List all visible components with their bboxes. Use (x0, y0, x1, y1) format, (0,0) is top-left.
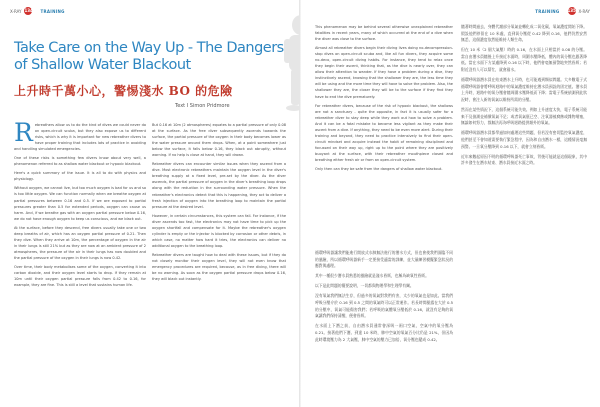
drop-cap: R (14, 118, 33, 147)
magazine-name: X-RAY (10, 8, 22, 14)
paragraph: For rebreather divers, because of the risk of hypoxic blackout, the shallows are not a sanctuary - quite the opposite, in fact it is usually safer for a rebreather diver to stay deep while they work out how to solve a problem. And it can be a fatal mistake to become less vigilant as they make their ascent from a dive. If anything, they need to be even more alert. During their training and beyond, they need to practice intensively to find their open-circuit mindset and acquire instead the habit of remaining disciplined and focussed on their way up, right up to the point where they are positively buoyant at the surface, with their rebreather mouthpiece closed and breathing either fresh air or from an open-circuit system. (315, 103, 453, 162)
right-page-header (535, 6, 590, 16)
paragraph: This phenomenon may be behind several otherwise unexplained rebreather fatalities in recent years, many of which occurred at the end of a dive when the diver was close to the surface. (315, 25, 453, 42)
left-page-header (10, 6, 65, 16)
paragraph: Here's a quick summary of the issue. It is all to do with physics and physiology. (14, 171, 146, 182)
paragraph: Without oxygen, we cannot live, but too much oxygen is bad for us and so is too little oxygen. We can function normally when we breathe oxygen at partial pressures between 0.16 and 0.5. If we are exposed to partial pressures greater than 0.5 for extended periods, oxygen can cause us harm. And, if we breathe gas with an oxygen partial pressure below 0.16, we do not have enough oxygen to keep us conscious, and we black out. (14, 186, 146, 221)
section-label: TRAINING (535, 8, 560, 14)
paragraph: Almost all rebreather divers begin their diving lives doing no-decompression-stop dives on open-circuit scuba and, like all fun divers, they acquire some no-deco, open-circuit diving habits. For instance, they tend to relax once they begin their ascent, thinking that, as the dive is nearly over, they can allow their attention to wander. If they have a problem during a dive, they instinctively ascend, knowing that the shallower they are, the less time they will be using and the more time they will have to solve the problem. Also, the shallower they are, the closer they will be to the surface if they find they have to end the dive prematurely. (315, 46, 453, 99)
paragraph: 在水面上下潛之前，自由潛水員通常會深吸一兩口空氣，空氣中的氧分壓為 0.21。接著他們下潛。到達 10 米時，肺中空氣的氧氣百分比仍是 21%，但因為此時環境壓力為 2 大氣壓，肺中空氣的壓力已加倍，氧分壓也變成 0.42。 (315, 323, 453, 342)
paragraph: 近年來數起原因不明的循環呼吸器死亡事故，背後可能就是這個現象，其中許多發生在潛水結束、潛水員接近水面之時。 (461, 153, 587, 166)
paragraph: 沒有氧氣我們無法生存，但過多的氧氣對我們有害，太少的氧氣也是如此。當我們呼吸分壓介於 0.16 到 0.5 之間的氧氣時可以正常運作。若長時間暴露在大於 0.5 的分壓中，氧氣可能傷害我們；若呼吸的氣體氧分壓低於 0.16，就沒有足夠的氧氣讓我們保持清醒，便會昏厥。 (315, 293, 453, 319)
paragraph: Rebreather divers are taught how to deal with these issues, but if they do not closely monitor their oxygen level, they will not even know that emergency procedures are required, because, as in free diving, there will be no warning. As soon as the oxygen partial pressure drops below 0.16, they will black out instantly. (152, 252, 286, 282)
page-number: 134 (24, 8, 33, 13)
article-column-1 (14, 118, 146, 291)
right-page (301, 0, 600, 407)
article-title-chinese: 上升時千萬小心，警惕淺水 BO 的危險 (14, 84, 233, 98)
paragraph: At the surface, before they descend, free divers usually take one or two deep breaths of air, which has an oxygen partial pressure of 0.21. Then they dive. When they arrive at 10m, the percentage of oxygen in the air in their lungs is still 21% but as they are now at an ambient pressure of 2 atmospheres, the pressure of the air in their lungs has now doubled and the partial pressure of the oxygen in their lungs is now 0.42. (14, 225, 146, 260)
paragraph: ebreathers allow us to do the kind of dives we could never do on open-circuit scuba, but they also expose us to different risks, which is why it is important for new rebreather divers to have proper training that includes lots of practice in avoiding and handling simulated emergencies. (14, 123, 146, 152)
paragraph: One of these risks is something few divers know about very well, a phenomenon referred to as shallow water blackout or hypoxic blackout. (14, 156, 146, 167)
paragraph: 循環呼吸器潛水員都學過如何處理這些問題，但若沒有密切監控氧氣濃度，他們甚至不會知道需要執行緊急程序，因為和自由潛水一樣，這種情況毫無預警。一旦氧分壓降到 0.16 以下，就會立刻昏厥。 (461, 130, 587, 149)
paragraph: Only then can they be safe from the dangers of shallow water blackout. (315, 167, 443, 172)
paragraph: 其中一種很少潛水員熟悉的風險就是淺水昏厥，也稱為缺氧性昏厥。 (315, 273, 429, 279)
page-number: 135 (567, 8, 576, 13)
paragraph: 但在 10 米（2 個大氣壓）時的 0.16，在水面上只相當於 0.08 的分壓。當自由潛水員隨後上升接近水面時，周圍水壓降低，體內的氧分壓也跟著降低。當在水面下方某處降到 0.16 以下時，他們會毫無預警地突然昏厥；若附近沒有人可以幫忙，就會溺水。 (461, 47, 587, 73)
paragraph: 隨著時間過去，身體代謝部分氧氣並轉化成二氧化碳，氧氣濃度開始下降。假設他們停留在 10 米處，直到氧分壓從 0.42 降到 0.16，他們仍然安然無恙，這個濃度依然能維持人類生命。 (461, 24, 587, 43)
paragraph: 然而在某些情況下，這個系統可能失效。例如上升速度太快，電子系統可能來不及偵測並補償氧氣不足；或者氧氣瓶已空、注氧器被腐蝕或雜物堵塞，無論如何努力，都無法再為呼吸迴路提供額外的氧氣。 (461, 107, 587, 126)
magazine-name: X-RAY (578, 8, 590, 14)
paragraph: However, in certain circumstances, this system can fail. For instance, if the diver ascends too fast, the electronics may not have time to pick up the oxygen shortfall and compensate for it. Maybe the rebreather's oxygen cylinder is empty or the injector is blocked by corrosion or other debris, in which case, no matter how hard it tries, the electronics can deliver no additional oxygen to the breathing loop. (152, 213, 286, 248)
article-column-2 (152, 122, 286, 285)
article-column-3 (315, 24, 453, 175)
byline: Text I Simon Pridmore (175, 103, 230, 109)
article-column-4-chinese (315, 250, 453, 347)
paragraph: 循環呼吸器潛水員在結束潛水上升時，也可能遇到類似問題。大多數電子式循環呼吸器會將呼吸迴路中的氧氣濃度維持在潛水員預設的固定值。潛水員上升時，迴路中的氧分壓會隨周圍水壓降低而下降；當電子系統偵測到此狀況時，會注入新的氧氣以維持所需的分壓。 (461, 77, 587, 102)
paragraph: 以下是此問題的簡要說明，一切都與物理學和生理學有關。 (315, 283, 414, 289)
paragraph: 循環呼吸器讓我們能進行開放式水肺無法進行的潛水方式，但也會使我們面臨不同的風險，所以循環呼吸器新手一定要接受適當的訓練，並大量練習模擬緊急狀況的應對與處理。 (315, 250, 453, 269)
paragraph: But 0.16 at 10m (2 atmospheres) equates to a partial pressure of only 0.08 at the surface. As the free diver subsequently ascends towards the surface, the partial pressure of the oxygen in their body becomes lower as the water pressure around them drops. When, at a point somewhere just below the surface, it falls below 0.16, they black out abruptly, without warning. If no help is close at hand, they will drown. (152, 123, 286, 158)
article-title-english: Take Care on the Way Up - The Dangers of Shallow Water Blackout (14, 40, 284, 73)
paragraph: Over time, their body metabolises some of the oxygen, converting it into carbon dioxide, and their oxygen level starts to drop. If they remain at 10m until their oxygen partial pressure falls from 0.42 to 0.16, for example, they are fine. This is still a level that sustains human life. (14, 264, 146, 288)
paragraph: Rebreather divers can encounter similar issues when they ascend from a dive. Most electronic rebreathers maintain the oxygen level in the diver's breathing supply at a fixed level, pre-set by the diver. As the diver ascends, the partial pressure of oxygen in the diver's breathing loop drops along with the reduction in the surrounding water pressure. When the rebreather's electronics detect that this is happening, they act to deliver a fresh injection of oxygen into the breathing loop to maintain the partial pressure at the desired level. (152, 162, 286, 209)
section-label: TRAINING (40, 8, 65, 14)
article-column-5-chinese (461, 24, 587, 170)
